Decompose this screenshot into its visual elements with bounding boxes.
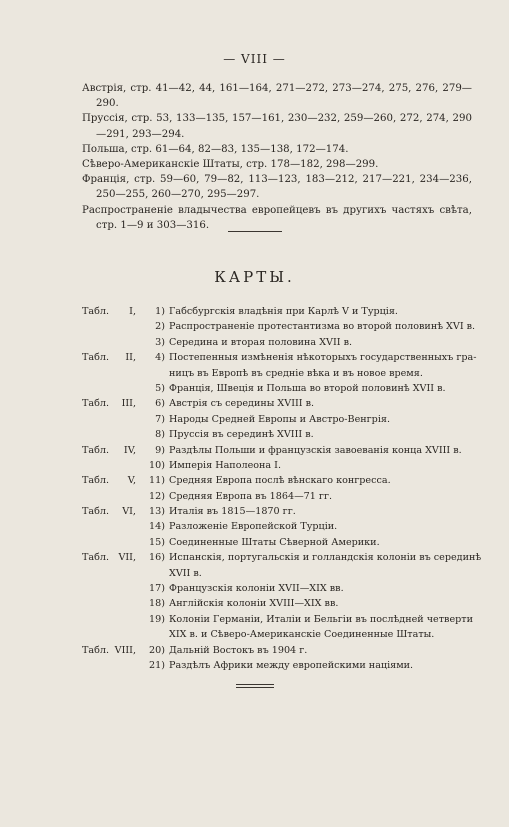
map-title: Испанскія, португальскія и голландскія колоніи въ серединѣ [169, 552, 482, 564]
map-number: 6) [155, 398, 165, 410]
map-entry [82, 491, 482, 506]
map-number: 7) [155, 413, 165, 425]
maps-list [82, 306, 482, 675]
index-entry: Австрія, стр. 41—42, 44, 161—164, 271—272, 273—274, 275, 276, 279—290. [82, 83, 472, 110]
map-title: Середина и вторая половина XVII в. [169, 336, 353, 348]
map-number: 18) [149, 598, 165, 610]
table-number: I, [129, 306, 136, 317]
map-title: Распространеніе протестантизма во второй половинѣ XVI в. [169, 321, 476, 333]
map-entry [82, 429, 482, 444]
table-number: IV, [123, 444, 136, 456]
map-entry [82, 568, 482, 583]
table-prefix: Табл. [82, 644, 110, 656]
map-entry [82, 460, 482, 475]
index-entry: Сѣверо-Американскіе Штаты, стр. 178—182, 298—299. [82, 159, 379, 171]
table-prefix: Табл. [82, 444, 110, 456]
map-number: 17) [149, 583, 165, 595]
map-title: Разложеніе Европейской Турціи. [169, 521, 338, 533]
table-label [82, 506, 136, 517]
table-label [82, 645, 136, 656]
table-label [82, 306, 136, 317]
map-number: 3) [155, 336, 165, 348]
map-entry [82, 414, 482, 429]
index-list [82, 81, 472, 233]
map-title: Италія въ 1815—1870 гг. [169, 506, 296, 518]
map-number: 1) [155, 306, 165, 317]
section-divider [228, 231, 282, 232]
map-entry [82, 598, 482, 613]
table-label [82, 352, 136, 363]
table-prefix: Табл. [82, 398, 110, 410]
map-title: Имперія Наполеона I. [169, 459, 282, 471]
map-entry [82, 368, 482, 383]
table-prefix: Табл. [82, 475, 110, 487]
map-number: 8) [155, 429, 165, 441]
map-number: 21) [149, 659, 165, 671]
map-title: Французскія колоніи XVII—XIX вв. [169, 583, 344, 595]
table-label [82, 445, 136, 456]
map-entry [82, 398, 482, 413]
map-number: 11) [149, 475, 165, 487]
map-title: XVII в. [169, 567, 202, 579]
map-entry [82, 645, 482, 660]
map-number: 15) [149, 536, 165, 548]
index-entry: Пруссія, стр. 53, 133—135, 157—161, 230—232, 259—260, 272, 274, 290—291, 293—294. [82, 113, 472, 140]
map-number: 4) [155, 352, 165, 364]
map-title: Англійскія колоніи XVIII—XIX вв. [169, 598, 339, 610]
map-title: Франція, Швеція и Польша во второй половинѣ XVII в. [169, 382, 446, 394]
map-title: ницъ въ Европѣ въ средніе вѣка и въ новое время. [169, 367, 423, 379]
index-entry: Распространеніе владычества европейцевъ въ другихъ частяхъ свѣта, стр. 1—9 и 303—316. [82, 204, 472, 231]
map-number: 13) [149, 506, 165, 518]
map-entry [82, 445, 482, 460]
map-number: 19) [149, 613, 165, 625]
map-number: 20) [149, 644, 165, 656]
map-entry [82, 475, 482, 490]
page-number: — VIII — [223, 52, 286, 66]
map-number: 5) [155, 382, 165, 394]
map-number: 10) [149, 459, 165, 471]
map-entry [82, 321, 482, 336]
table-number: III, [121, 398, 136, 410]
map-entry [82, 306, 482, 321]
table-prefix: Табл. [82, 506, 110, 518]
index-entry: Франція, стр. 59—60, 79—82, 113—123, 183—212, 217—221, 234—236, 250—255, 260—270, 295—297. [82, 174, 472, 201]
map-entry [82, 337, 482, 352]
table-prefix: Табл. [82, 306, 110, 317]
map-title: Пруссія въ серединѣ XVIII в. [169, 429, 314, 441]
map-title: Средняя Европа въ 1864—71 гг. [169, 490, 333, 502]
map-title: Австрія съ середины XVIII в. [169, 398, 315, 410]
map-entry [82, 614, 482, 629]
table-number: V, [127, 475, 136, 487]
map-number: 2) [155, 321, 165, 333]
map-entry [82, 583, 482, 598]
map-title: Средняя Европа послѣ вѣнскаго конгресса. [169, 475, 391, 487]
table-number: VIII, [114, 644, 136, 656]
map-number: 14) [149, 521, 165, 533]
map-title: Габсбургскія владѣнія при Карлѣ V и Турція. [169, 306, 398, 317]
map-entry [82, 352, 482, 367]
map-title: Раздѣлы Польши и французскія завоеванія конца XVIII в. [169, 444, 462, 456]
end-divider-bottom [236, 687, 274, 688]
map-title: XIX в. и Сѣверо-Американскіе Соединенные Штаты. [169, 629, 435, 641]
map-entry [82, 521, 482, 536]
map-title: Народы Средней Европы и Австро-Венгрія. [169, 413, 390, 425]
map-title: Постепенныя измѣненія нѣкоторыхъ государственныхъ гра- [169, 352, 477, 364]
map-number: 9) [155, 444, 165, 456]
table-number: VI, [122, 506, 136, 518]
table-number: VII, [118, 552, 136, 564]
end-divider-top [236, 684, 274, 685]
table-prefix: Табл. [82, 352, 110, 364]
map-entry [82, 660, 482, 675]
map-entry [82, 552, 482, 567]
maps-heading: КАРТЫ. [214, 268, 295, 286]
map-number: 16) [149, 552, 165, 564]
index-entry: Польша, стр. 61—64, 82—83, 135—138, 172—174. [82, 143, 349, 155]
table-label [82, 475, 136, 486]
map-number: 12) [149, 490, 165, 502]
table-number: II, [125, 352, 136, 364]
table-label [82, 552, 136, 563]
map-entry [82, 537, 482, 552]
map-entry [82, 629, 482, 644]
map-title: Дальній Востокъ въ 1904 г. [169, 644, 308, 656]
map-entry [82, 506, 482, 521]
map-title: Раздѣлъ Африки между европейскими націями. [169, 659, 414, 671]
table-prefix: Табл. [82, 552, 110, 564]
map-title: Соединенные Штаты Сѣверной Америки. [169, 536, 380, 548]
map-title: Колоніи Германіи, Италіи и Бельгіи въ послѣдней четверти [169, 613, 473, 625]
table-label [82, 398, 136, 409]
map-entry [82, 383, 482, 398]
